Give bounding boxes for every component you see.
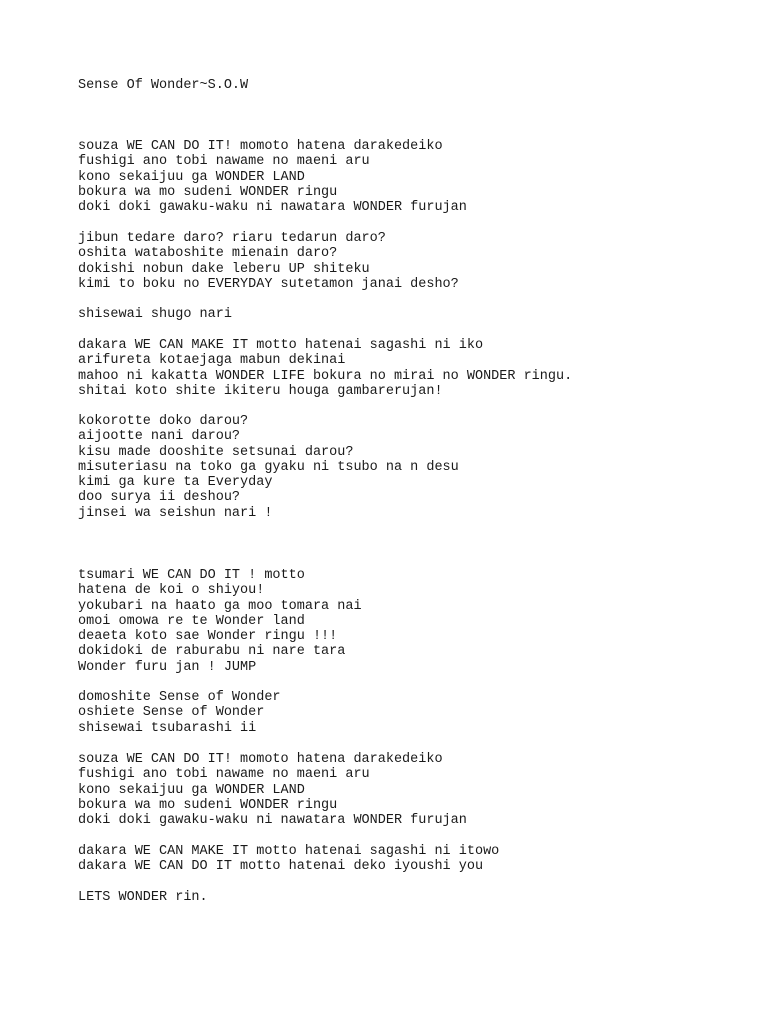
lyric-line: aijootte nani darou? <box>78 429 241 445</box>
lyric-line: omoi omowa re te Wonder land <box>78 613 305 629</box>
lyric-line: fushigi ano tobi nawame no maeni aru <box>78 154 370 170</box>
lyric-line: dakara WE CAN DO IT motto hatenai deko iyoushi you <box>78 859 484 875</box>
lyric-line: LETS WONDER rin. <box>78 890 208 905</box>
lyric-line: shisewai shugo nari <box>78 307 232 322</box>
lyric-line: mahoo ni kakatta WONDER LIFE bokura no mirai no WONDER ringu. <box>78 368 573 384</box>
lyric-line: oshita wataboshite mienain daro? <box>78 246 338 262</box>
lyric-line: dakara WE CAN MAKE IT motto hatenai sagashi ni iko <box>78 338 484 353</box>
lyric-line: fushigi ano tobi nawame no maeni aru <box>78 767 370 783</box>
lyric-line: shitai koto shite ikiteru houga gambarerujan! <box>78 383 443 399</box>
lyric-line: dakara WE CAN MAKE IT motto hatenai sagashi ni itowo <box>78 844 500 859</box>
lyric-line: Wonder furu jan ! JUMP <box>78 659 257 675</box>
lyric-line: hatena de koi o shiyou! <box>78 583 265 599</box>
lyric-line: dokidoki de raburabu ni nare tara <box>78 644 346 660</box>
stanza <box>78 890 208 905</box>
stanza <box>78 752 467 828</box>
stanza <box>78 690 281 736</box>
lyric-line: arifureta kotaejaga mabun dekinai <box>78 353 346 369</box>
stanza <box>78 139 467 215</box>
lyric-line: kimi to boku no EVERYDAY sutetamon janai desho? <box>78 276 459 292</box>
lyric-line: kono sekaijuu ga WONDER LAND <box>78 169 305 185</box>
stanza <box>78 338 572 399</box>
stanza <box>78 844 499 875</box>
stanza <box>78 568 362 675</box>
lyric-line: domoshite Sense of Wonder <box>78 690 281 705</box>
lyric-line: bokura wa mo sudeni WONDER ringu <box>78 797 338 813</box>
lyric-line: doo surya ii deshou? <box>78 490 241 506</box>
lyric-line: kisu made dooshite setsunai darou? <box>78 444 354 460</box>
lyric-line: oshiete Sense of Wonder <box>78 705 265 721</box>
lyric-line: dokishi nobun dake leberu UP shiteku <box>78 261 370 277</box>
stanza <box>78 307 232 322</box>
lyric-line: kokorotte doko darou? <box>78 414 249 429</box>
lyric-line: yokubari na haato ga moo tomara nai <box>78 598 362 614</box>
stanza <box>78 231 459 292</box>
lyric-line: jibun tedare daro? riaru tedarun daro? <box>78 231 386 246</box>
document-title: Sense Of Wonder~S.O.W <box>78 78 249 93</box>
lyric-line: kono sekaijuu ga WONDER LAND <box>78 782 305 798</box>
lyric-line: kimi ga kure ta Everyday <box>78 475 273 491</box>
lyric-line: doki doki gawaku-waku ni nawatara WONDER furujan <box>78 813 467 829</box>
lyric-line: bokura wa mo sudeni WONDER ringu <box>78 184 338 200</box>
lyric-line: tsumari WE CAN DO IT ! motto <box>78 568 305 583</box>
lyric-line: deaeta koto sae Wonder ringu !!! <box>78 629 338 645</box>
lyric-line: souza WE CAN DO IT! momoto hatena darakedeiko <box>78 752 443 767</box>
lyric-line: souza WE CAN DO IT! momoto hatena darakedeiko <box>78 139 443 154</box>
lyric-line: misuteriasu na toko ga gyaku ni tsubo na n desu <box>78 459 459 475</box>
lyric-line: doki doki gawaku-waku ni nawatara WONDER furujan <box>78 200 467 216</box>
stanza <box>78 414 459 521</box>
lyric-line: jinsei wa seishun nari ! <box>78 505 273 521</box>
lyric-line: shisewai tsubarashi ii <box>78 720 257 736</box>
